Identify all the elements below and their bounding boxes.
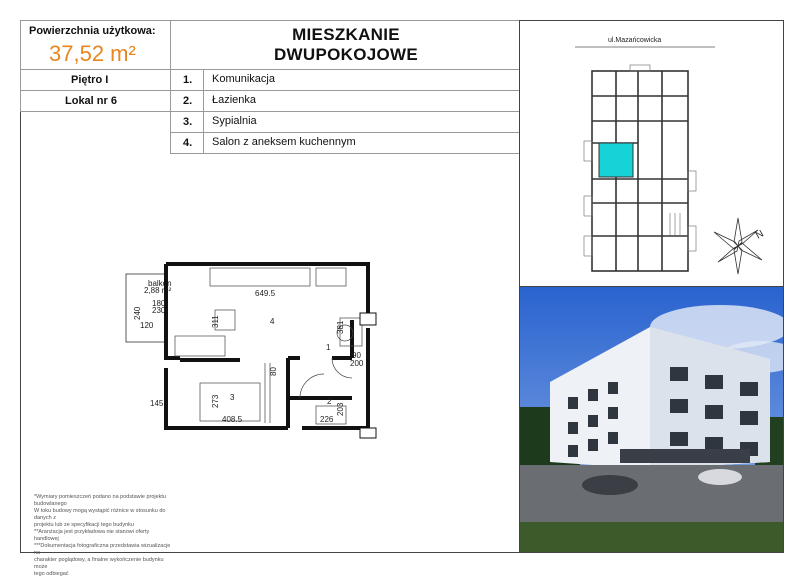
- dim-240: 240: [133, 306, 142, 320]
- building-visualization: [520, 287, 783, 552]
- dim-381: 381: [336, 320, 345, 334]
- compass-icon: [714, 218, 762, 274]
- car-icon: [582, 475, 638, 495]
- floor-plan: [120, 258, 390, 448]
- room-number: 2.: [183, 95, 193, 107]
- footnotes: [34, 494, 174, 578]
- note-line: charakter poglądowy, a finalne wykończenie budynku może: [34, 557, 164, 570]
- dim-203: 203: [336, 402, 345, 416]
- room-num-cell: [170, 132, 204, 154]
- room-tag-4: 4: [270, 317, 275, 326]
- room-num-cell: [170, 111, 204, 133]
- dim-200: 200: [350, 359, 364, 368]
- room-num-cell: [170, 69, 204, 91]
- room-name-cell: [203, 69, 520, 91]
- title-line1: MIESZKANIE: [292, 25, 400, 44]
- compass-letter: N: [754, 228, 766, 242]
- note-line: ***Dokumentacja fotograficzna przedstawia wizualizacje na: [34, 543, 171, 556]
- note-line: W toku budowy mogą wystąpić różnice w stosunku do danych z: [34, 508, 166, 521]
- street-label: ul.Mazańcowicka: [608, 37, 662, 44]
- room-tag-3: 3: [230, 393, 235, 402]
- dim-80: 80: [269, 367, 278, 376]
- room-number: 1.: [183, 74, 193, 86]
- dim-311: 311: [211, 315, 220, 328]
- note-line: **Aranżacja jest przykładowa nie stanowi oferty handlowej: [34, 529, 150, 542]
- area-value: 37,52 m²: [49, 41, 136, 66]
- unit-highlight: [599, 143, 633, 177]
- floor-cell: [20, 69, 171, 91]
- dim-145: 145: [150, 399, 164, 408]
- room-name-cell: [203, 132, 520, 154]
- dim-273: 273: [211, 394, 220, 408]
- floor-label: Piętro I: [71, 74, 109, 86]
- dim-90: 90: [352, 351, 361, 360]
- area-cell: [20, 20, 171, 70]
- dim-226: 226: [320, 415, 334, 424]
- area-label: Powierzchnia użytkowa:: [29, 25, 156, 37]
- room-tag-2: 2: [327, 397, 332, 406]
- unit-cell: [20, 90, 171, 112]
- photo-panel: [519, 286, 784, 553]
- room-name: Sypialnia: [212, 115, 257, 127]
- room-number: 3.: [183, 116, 193, 128]
- room-tag-1: 1: [326, 343, 331, 352]
- room-name: Salon z aneksem kuchennym: [212, 136, 356, 148]
- unit-label: Lokal nr 6: [65, 95, 117, 107]
- title-cell: [170, 20, 520, 70]
- title-line2: DWUPOKOJOWE: [273, 45, 419, 64]
- room-name-cell: [203, 90, 520, 112]
- room-number: 4.: [183, 137, 193, 149]
- site-plan-panel: [519, 20, 784, 287]
- room-name-cell: [203, 111, 520, 133]
- dim-230: 230: [152, 306, 166, 315]
- note-line: *Wymiary pomieszczeń podano na podstawie projektu budowlanego: [34, 494, 167, 507]
- note-line: projektu lub ze specyfikacji tego budynku: [34, 522, 134, 528]
- car-icon: [698, 469, 742, 485]
- note-line: tego odbiegać: [34, 571, 69, 577]
- dim-120: 120: [140, 321, 154, 330]
- dim-408: 408.5: [222, 415, 243, 424]
- site-plan-drawing: [520, 21, 783, 286]
- balcony-area: 2,88 m²: [144, 286, 172, 295]
- room-name: Łazienka: [212, 94, 257, 106]
- room-num-cell: [170, 90, 204, 112]
- dim-649: 649.5: [255, 289, 276, 298]
- balcony-label: balkon: [148, 279, 172, 288]
- dim-180: 180: [152, 299, 166, 308]
- room-name: Komunikacja: [212, 73, 275, 85]
